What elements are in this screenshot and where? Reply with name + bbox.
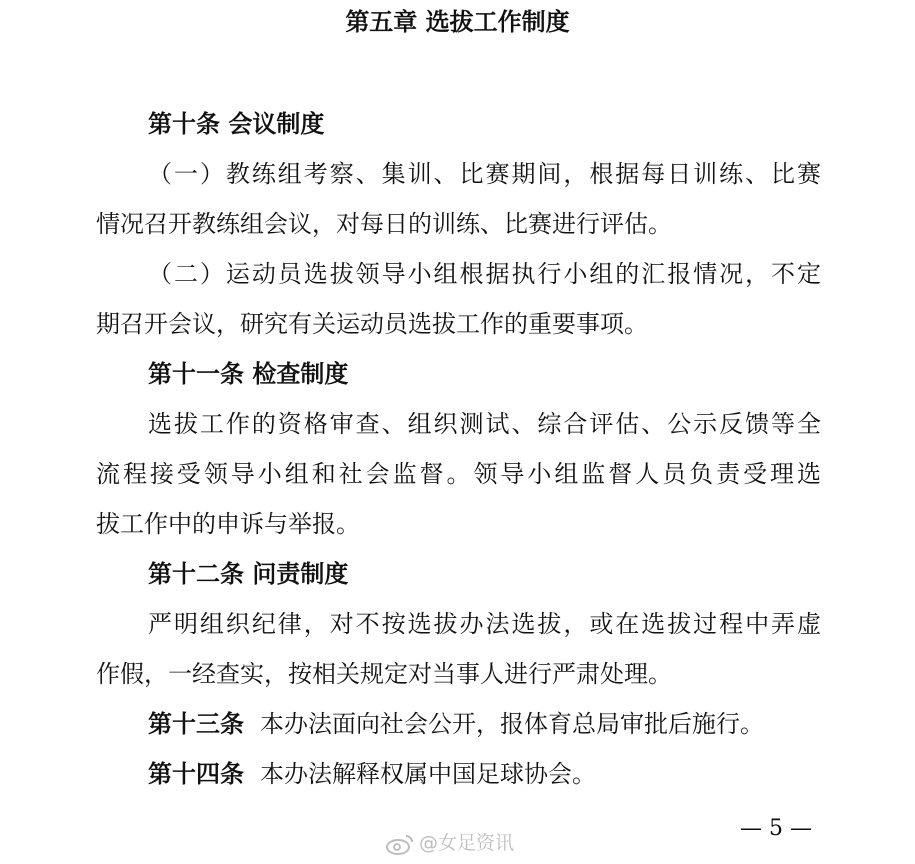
page-number: — 5 — bbox=[740, 816, 812, 841]
article-14-text: 本办法解释权属中国足球协会。 bbox=[260, 760, 596, 788]
paragraph-line: 选拔工作的资格审查、组织测试、综合评估、公示反馈等全 bbox=[148, 410, 821, 438]
watermark-text: @女足资讯 bbox=[419, 832, 515, 854]
paragraph-line: （一）教练组考察、集训、比赛期间，根据每日训练、比赛 bbox=[148, 160, 821, 188]
article-11-title: 第十一条 检查制度 bbox=[148, 359, 349, 388]
paragraph-line: 拔工作中的申诉与举报。 bbox=[96, 510, 360, 538]
chapter-title: 第五章 选拔工作制度 bbox=[345, 7, 570, 36]
article-14 bbox=[148, 758, 821, 790]
paragraph-line: 期召开会议，研究有关运动员选拔工作的重要事项。 bbox=[96, 310, 648, 338]
article-10-title: 第十条 会议制度 bbox=[148, 109, 325, 138]
article-13 bbox=[148, 708, 821, 740]
paragraph-line: 作假，一经查实，按相关规定对当事人进行严肃处理。 bbox=[96, 660, 672, 688]
paragraph-line: （二）运动员选拔领导小组根据执行小组的汇报情况，不定 bbox=[148, 260, 821, 288]
weibo-logo-icon bbox=[385, 832, 415, 856]
article-12-title: 第十二条 问责制度 bbox=[148, 559, 349, 588]
paragraph-line: 情况召开教练组会议，对每日的训练、比赛进行评估。 bbox=[96, 210, 672, 238]
paragraph-line: 严明组织纪律，对不按选拔办法选拔，或在选拔过程中弄虚 bbox=[148, 610, 821, 638]
watermark bbox=[385, 828, 514, 858]
article-13-text: 本办法面向社会公开，报体育总局审批后施行。 bbox=[260, 710, 764, 738]
paragraph-line: 流程接受领导小组和社会监督。领导小组监督人员负责受理选 bbox=[96, 460, 821, 488]
article-13-title: 第十三条 bbox=[148, 709, 244, 738]
article-14-title: 第十四条 bbox=[148, 759, 244, 788]
